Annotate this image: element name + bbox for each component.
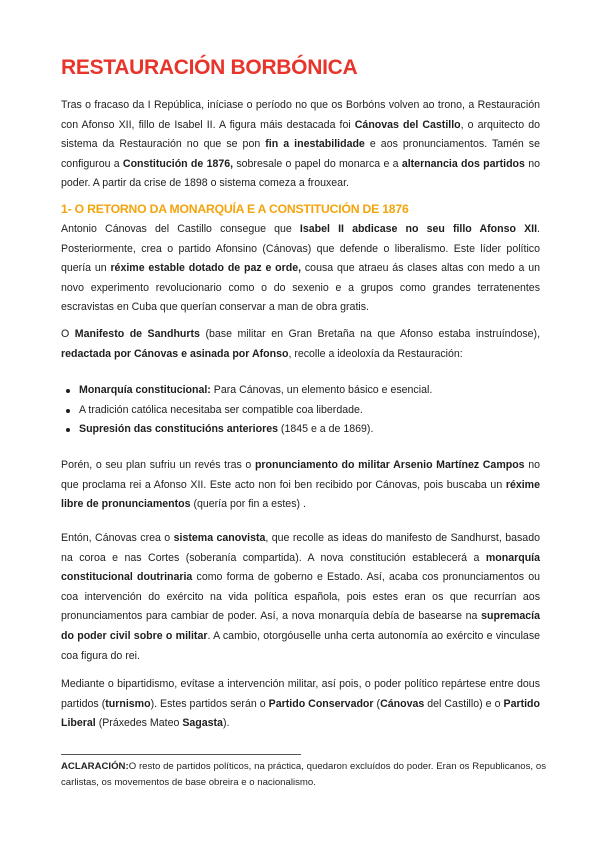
bold-run: Supresión das constitucións anteriores xyxy=(79,423,278,436)
paragraph-canovas xyxy=(61,220,540,318)
text-run: Para Cánovas, un elemento básico e esencial. xyxy=(210,384,433,396)
text-run: , recolle a ideoloxía da Restauración: xyxy=(288,347,463,360)
text-run: ). Estes partidos serán o xyxy=(150,697,269,710)
list-item xyxy=(61,381,540,401)
text-run: (Práxedes Mateo xyxy=(95,717,183,730)
text-run: (quería por fin a estes) . xyxy=(190,498,306,511)
bold-run: Partido Liberal xyxy=(61,697,540,730)
paragraph-sistema-canovista xyxy=(61,529,540,666)
bold-run: fin a inestabilidade xyxy=(265,138,365,151)
bold-run: sistema canovista xyxy=(173,532,266,544)
text-run: cousa que atraeu ás clases altas con medo a un novo experimento revolucionario como o do sexenio e a grupos como grandes terratenentes escravistas en Cuba que querían conservar a man de obra gratis. xyxy=(61,262,540,314)
text-run: no que proclama rei a Afonso XII. Este acto non foi ben recibido por Cánovas, pois buscaba un xyxy=(61,459,540,491)
text-run: Porén, o seu plan sufriu un revés tras o xyxy=(61,459,255,471)
bold-run: Partido Conservador xyxy=(268,697,374,710)
text-run: como forma de goberno e Estado. Así, acaba cos pronunciamentos ou coa intervención do exército na vida política española, pois estes eran os que recurrían aos pronunciamentos para cambiar de poder. Así, a nova monarquía debía de basearse na xyxy=(61,571,540,623)
bold-run: Monarquía constitucional: xyxy=(79,384,211,396)
text-run: (1845 e a de 1869). xyxy=(277,423,374,436)
bold-run: turnismo xyxy=(105,697,151,710)
bold-run: Constitución de 1876, xyxy=(122,157,234,170)
intro-paragraph xyxy=(61,96,540,194)
list-item xyxy=(61,420,540,440)
text-run: Tras o fracaso da I República, iníciase o período no que os Borbóns volven ao trono, a Restauración con Afonso XII, fillo de Isabel II. A figura máis destacada foi xyxy=(61,99,540,131)
bold-run: alternancia dos partidos xyxy=(401,157,525,170)
section-heading: 1- O RETORNO DA MONARQUÍA E A CONSTITUCIÓN DE 1876 xyxy=(61,202,409,216)
text-run: ). xyxy=(222,717,230,730)
bold-run: Cánovas xyxy=(380,697,425,710)
bold-run: réxime libre de pronunciamentos xyxy=(61,478,540,511)
text-run: e aos pronunciamentos. Tamén se configurou a xyxy=(61,138,540,170)
bold-run: supremacía do poder civil sobre o militar xyxy=(61,610,540,642)
footnote-label: ACLARACIÓN: xyxy=(61,761,129,772)
footnote-divider xyxy=(61,754,301,755)
bold-run: pronunciamento do militar Arsenio Martínez Campos xyxy=(254,459,525,471)
list-item xyxy=(61,401,540,421)
bold-run: redactada por Cánovas e asinada por Afonso xyxy=(61,347,289,360)
page-title: RESTAURACIÓN BORBÓNICA xyxy=(61,56,358,79)
text-run: ( xyxy=(373,697,381,710)
text-run: no poder. A partir da crise de 1898 o sistema comeza a frouxear. xyxy=(61,157,540,190)
bold-run: Cánovas del Castillo xyxy=(354,118,461,131)
text-run: Mediante o bipartidismo, evítase a intervención militar, así pois, o poder político repártese entre dous partidos ( xyxy=(61,678,540,710)
text-run: A tradición católica necesitaba ser compatible coa liberdade. xyxy=(79,403,363,416)
paragraph-manifesto xyxy=(61,325,540,364)
ideology-list xyxy=(61,381,540,440)
text-run: Entón, Cánovas crea o xyxy=(61,532,174,544)
footnote-text: O resto de partidos políticos, na práctica, quedaron excluídos do poder. Eran os Republicanos, os carlistas, os movementos de base obreira e o nacionalismo. xyxy=(61,761,546,788)
footnote xyxy=(61,759,546,790)
bold-run: Isabel II abdicase no seu fillo Afonso XII xyxy=(299,223,538,235)
text-run: O xyxy=(61,328,75,340)
bold-run: réxime estable dotado de paz e orde, xyxy=(110,262,302,275)
bold-run: monarquía constitucional doutrinaria xyxy=(61,551,540,584)
text-run: . A cambio, otorgóuselle unha certa autonomía ao exército e vinculase coa figura do rei. xyxy=(61,629,541,662)
text-run: del Castillo) e o xyxy=(424,697,504,710)
bold-run: Sagasta xyxy=(182,717,223,730)
text-run: . Posteriormente, crea o partido Afonsino (Cánovas) que defende o liberalismo. Este líder político quería un xyxy=(61,223,540,275)
text-run: , que recolle as ideas do manifesto de Sandhurst, basado na coroa e nas Cortes (soberanía compartida). A nova constitución establecerá a xyxy=(61,532,540,564)
text-run: sobresale o papel do monarca e a xyxy=(233,157,402,170)
text-run: Antonio Cánovas del Castillo consegue que xyxy=(61,223,300,235)
bold-run: Manifesto de Sandhurts xyxy=(74,328,200,340)
paragraph-pronunciamento xyxy=(61,456,540,515)
text-run: , o arquitecto do sistema da Restauración no que se pon xyxy=(61,118,540,151)
text-run: (base militar en Gran Bretaña na que Afonso estaba instruíndose), xyxy=(199,328,541,340)
paragraph-bipartidismo xyxy=(61,675,540,734)
